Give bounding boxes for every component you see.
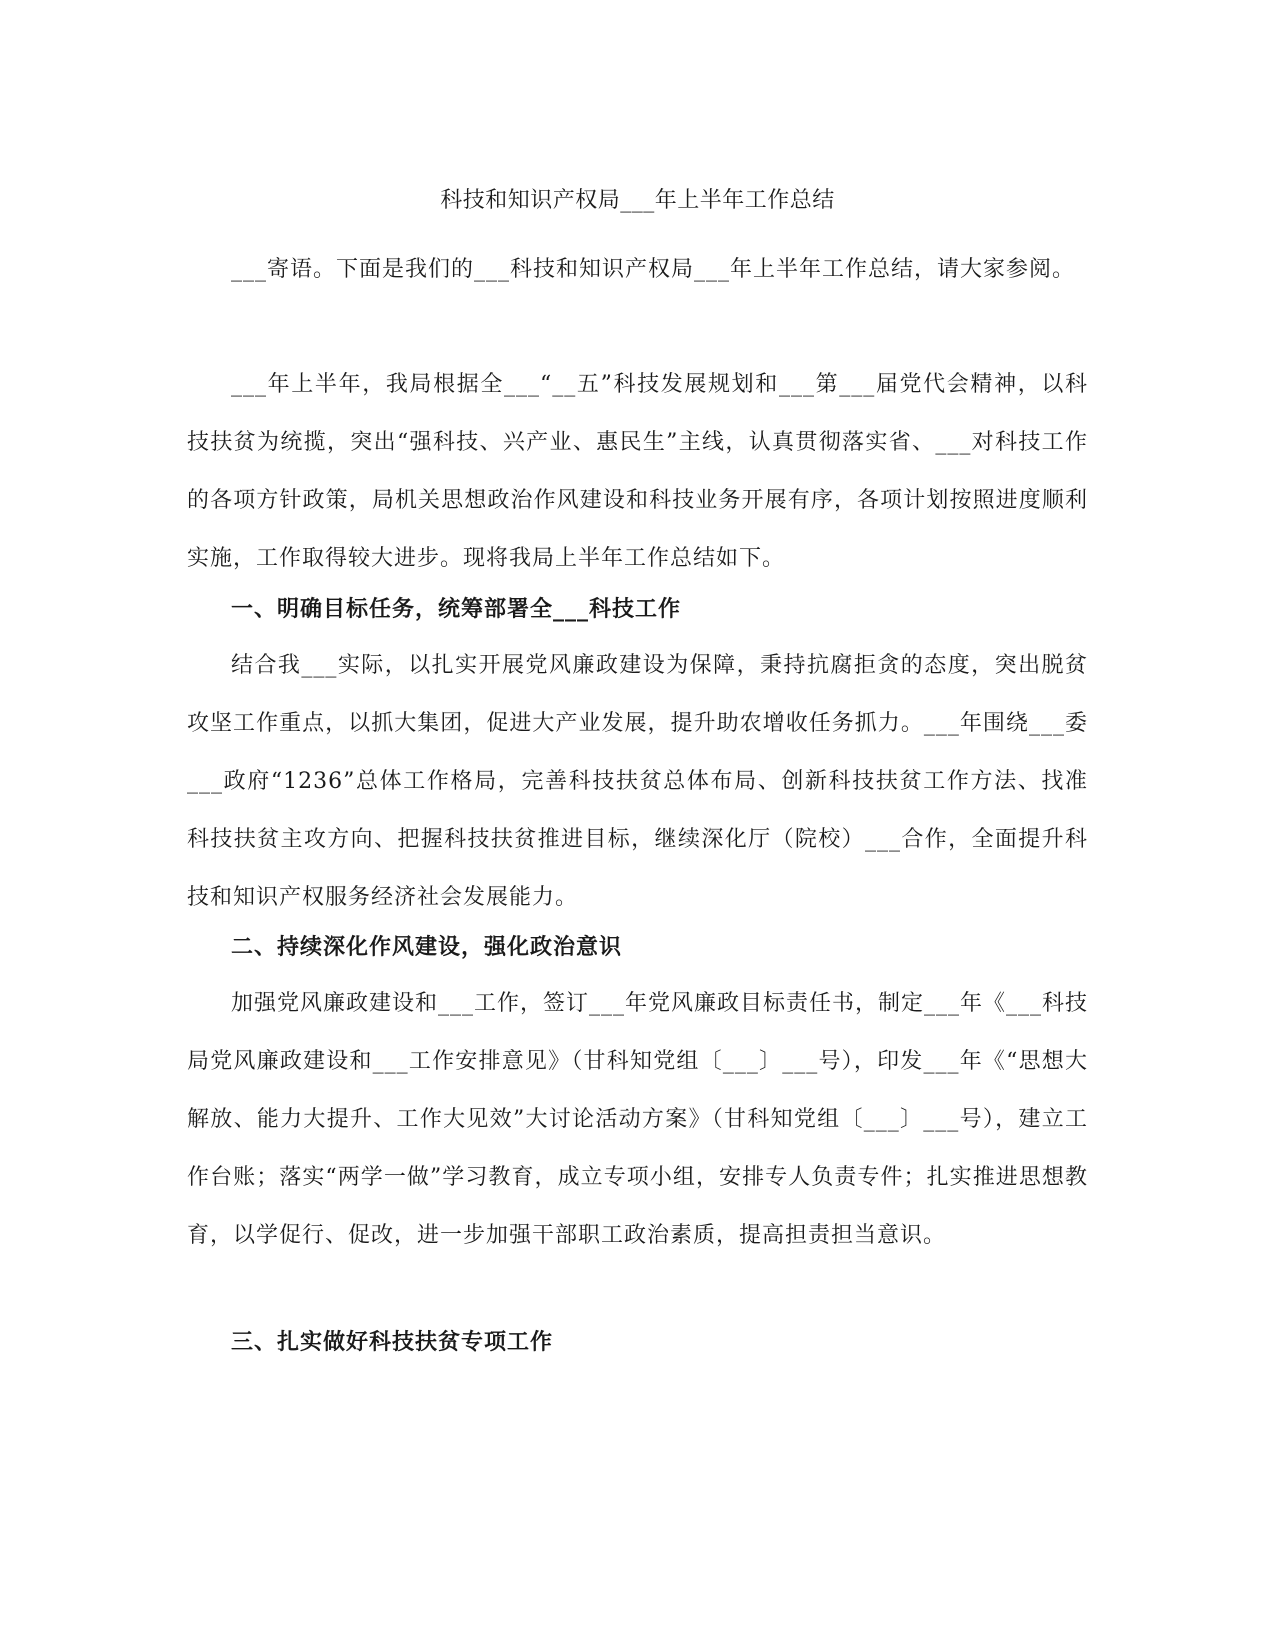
- section-2-paragraph: 加强党风廉政建设和___工作，签订___年党风廉政目标责任书，制定___年《___科技局党风廉政建设和___工作安排意见》（甘科知党组〔___〕___号），印发___年《“思想大解放、能力大提升、工作大见效”大讨论活动方案》（甘科知党组〔___〕___号），建立工作台账；落实“两学一做”学习教育，成立专项小组，安排专人负责专件；扎实推进思想教育，以学促行、促改，进一步加强干部职工政治素质，提高担责担当意识。: [187, 991, 1089, 1248]
- section-1-heading: 一、明确目标任务，统筹部署全___科技工作: [231, 596, 682, 622]
- section-3-heading: 三、扎实做好科技扶贫专项工作: [231, 1329, 554, 1355]
- document-title: 科技和知识产权局___年上半年工作总结: [440, 188, 835, 213]
- section-1-paragraph: 结合我___实际，以扎实开展党风廉政建设为保障，秉持抗腐拒贪的态度，突出脱贫攻坚工作重点，以抓大集团，促进大产业发展，提升助农增收任务抓力。___年围绕___委___政府“1236”总体工作格局，完善科技扶贫总体布局、创新科技扶贫工作方法、找准科技扶贫主攻方向、把握科技扶贫推进目标，继续深化厅（院校）___合作，全面提升科技和知识产权服务经济社会发展能力。: [187, 653, 1088, 910]
- intro-paragraph: ___寄语。下面是我们的___科技和知识产权局___年上半年工作总结，请大家参阅。: [231, 257, 1076, 282]
- section-2-heading: 二、持续深化作风建设，强化政治意识: [231, 934, 623, 960]
- overview-paragraph: ___年上半年，我局根据全___“__五”科技发展规划和___第___届党代会精神，以科技扶贫为统揽，突出“强科技、兴产业、惠民生”主线，认真贯彻落实省、___对科技工作的各项方针政策，局机关思想政治作风建设和科技业务开展有序，各项计划按照进度顺利实施，工作取得较大进步。现将我局上半年工作总结如下。: [187, 372, 1088, 571]
